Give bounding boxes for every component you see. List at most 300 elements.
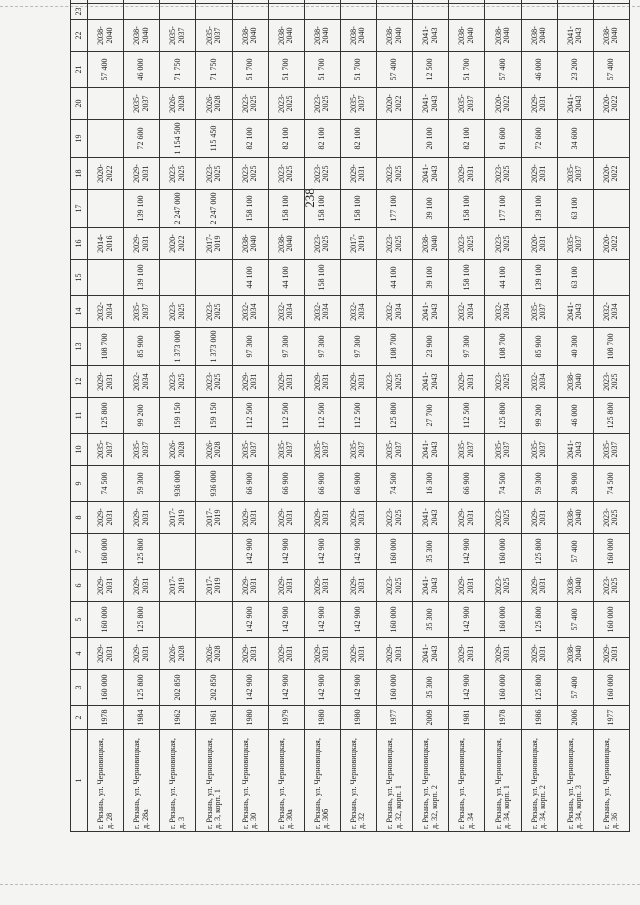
table-cell: 2029-2031 xyxy=(88,638,124,670)
table-cell: 2029-2031 xyxy=(88,502,124,534)
table-cell: 2035-2037 xyxy=(377,434,413,466)
table-cell: 2029-2031 xyxy=(521,158,557,190)
table-cell: 2041-2043 xyxy=(413,638,449,670)
table-cell: 142 900 xyxy=(268,534,304,570)
table-cell: 2029-2031 xyxy=(449,158,485,190)
table-cell: 66 900 xyxy=(268,466,304,502)
table-cell xyxy=(340,260,376,296)
table-cell: 2038-2040 xyxy=(557,638,593,670)
rotated-table-wrapper xyxy=(70,7,630,832)
table-cell: 57 400 xyxy=(88,52,124,88)
table-cell: 2023-2025 xyxy=(485,366,521,398)
table-cell xyxy=(232,0,268,4)
table-cell: 74 500 xyxy=(593,466,629,502)
table-cell xyxy=(593,120,629,158)
table-cell: 160 000 xyxy=(377,670,413,706)
table-cell: 2029-2031 xyxy=(593,638,629,670)
column-number-row xyxy=(71,0,88,832)
table-cell xyxy=(413,4,449,20)
column-number: 15 xyxy=(71,260,88,296)
table-cell: 57 400 xyxy=(557,602,593,638)
table-cell: 160 000 xyxy=(485,534,521,570)
table-cell: 1 373 000 xyxy=(160,328,196,366)
table-cell: 2029-2031 xyxy=(304,570,340,602)
table-cell: 112 500 xyxy=(232,398,268,434)
table-row xyxy=(485,0,521,832)
table-cell: 158 100 xyxy=(268,190,304,228)
table-cell: 142 900 xyxy=(232,602,268,638)
table-cell: 2035-2037 xyxy=(521,296,557,328)
table-cell: 2023-2025 xyxy=(160,366,196,398)
column-number: 13 xyxy=(71,328,88,366)
table-cell xyxy=(557,0,593,4)
table-cell: 2038-2040 xyxy=(557,570,593,602)
table-cell: 51 700 xyxy=(268,52,304,88)
table-cell: 72 600 xyxy=(521,120,557,158)
table-cell: 2029-2031 xyxy=(485,638,521,670)
table-cell: 35 300 xyxy=(413,670,449,706)
column-number: 11 xyxy=(71,398,88,434)
table-cell: 2020-2022 xyxy=(593,158,629,190)
table-cell xyxy=(88,88,124,120)
table-cell: 57 400 xyxy=(557,534,593,570)
table-row xyxy=(268,0,304,832)
table-cell: 158 100 xyxy=(232,190,268,228)
table-cell: 139 100 xyxy=(521,190,557,228)
table-cell: 1980 xyxy=(340,706,376,730)
table-cell: 160 000 xyxy=(593,670,629,706)
table-cell: 2032-2034 xyxy=(377,296,413,328)
table-cell: 2035-2037 xyxy=(160,20,196,52)
table-cell: 142 900 xyxy=(232,670,268,706)
table-cell: 2029-2031 xyxy=(449,570,485,602)
table-cell: 82 100 xyxy=(304,120,340,158)
table-cell: 2023-2025 xyxy=(377,502,413,534)
table-cell: 2029-2031 xyxy=(268,502,304,534)
table-cell: 108 700 xyxy=(377,328,413,366)
column-number: 21 xyxy=(71,52,88,88)
table-cell: 2029-2031 xyxy=(449,366,485,398)
table-cell: 1977 xyxy=(593,706,629,730)
table-cell: 142 900 xyxy=(232,534,268,570)
table-cell: 1981 xyxy=(449,706,485,730)
column-number: 16 xyxy=(71,228,88,260)
table-cell: 2035-2037 xyxy=(232,434,268,466)
table-cell: 160 000 xyxy=(377,534,413,570)
table-cell: 108 700 xyxy=(485,328,521,366)
column-number: 12 xyxy=(71,366,88,398)
table-cell: 2029-2031 xyxy=(449,502,485,534)
table-row xyxy=(160,0,196,832)
table-cell xyxy=(88,4,124,20)
table-cell: 2035-2037 xyxy=(557,228,593,260)
address-cell: г. Рязань, ул. Черновицкая, д. 32, корп. 2 xyxy=(413,730,449,832)
column-number: 10 xyxy=(71,434,88,466)
column-number: 23 xyxy=(71,4,88,20)
table-cell: 2038-2040 xyxy=(593,20,629,52)
table-cell: 2035-2037 xyxy=(485,434,521,466)
table-cell: 2038-2040 xyxy=(232,20,268,52)
table-cell: 2038-2040 xyxy=(413,228,449,260)
table-cell: 20 100 xyxy=(413,120,449,158)
table-row xyxy=(124,0,160,832)
table-row xyxy=(377,0,413,832)
table-cell: 2038-2040 xyxy=(268,20,304,52)
table-row xyxy=(340,0,376,832)
table-cell: 2029-2031 xyxy=(377,638,413,670)
table-cell: 91 600 xyxy=(485,120,521,158)
table-cell: 108 700 xyxy=(593,328,629,366)
table-cell: 112 500 xyxy=(268,398,304,434)
table-cell xyxy=(124,0,160,4)
table-cell: 159 150 xyxy=(196,398,232,434)
table-cell xyxy=(377,0,413,4)
table-cell: 82 100 xyxy=(268,120,304,158)
table-cell xyxy=(557,4,593,20)
table-cell: 160 000 xyxy=(88,534,124,570)
address-cell: г. Рязань, ул. Черновицкая, д. 3, корп. 1 xyxy=(196,730,232,832)
table-cell: 72 600 xyxy=(124,120,160,158)
table-cell: 1961 xyxy=(196,706,232,730)
table-cell: 2020-2022 xyxy=(160,228,196,260)
table-cell: 51 700 xyxy=(449,52,485,88)
table-cell: 2029-2031 xyxy=(304,638,340,670)
table-cell: 2035-2037 xyxy=(124,434,160,466)
table-cell: 1978 xyxy=(485,706,521,730)
table-cell: 2041-2043 xyxy=(413,20,449,52)
column-number: 17 xyxy=(71,190,88,228)
table-cell: 2038-2040 xyxy=(557,502,593,534)
table-cell: 1980 xyxy=(232,706,268,730)
table-cell: 35 300 xyxy=(413,534,449,570)
table-cell: 2029-2031 xyxy=(340,158,376,190)
table-cell: 1980 xyxy=(304,706,340,730)
table-cell: 2026-2028 xyxy=(160,434,196,466)
table-cell xyxy=(377,120,413,158)
table-cell: 74 500 xyxy=(377,466,413,502)
table-cell: 2023-2025 xyxy=(196,366,232,398)
table-cell xyxy=(521,0,557,4)
page-number: 238 xyxy=(301,188,317,208)
table-cell: 142 900 xyxy=(340,534,376,570)
table-cell: 936 000 xyxy=(160,466,196,502)
table-cell: 82 100 xyxy=(449,120,485,158)
table-cell: 2035-2037 xyxy=(449,88,485,120)
table-cell xyxy=(88,260,124,296)
table-cell: 2023-2025 xyxy=(232,158,268,190)
table-cell: 160 000 xyxy=(485,670,521,706)
table-cell: 2035-2037 xyxy=(557,158,593,190)
table-cell xyxy=(88,120,124,158)
table-cell: 202 850 xyxy=(196,670,232,706)
address-cell: г. Рязань, ул. Черновицкая, д. 34 xyxy=(449,730,485,832)
table-cell: 142 900 xyxy=(449,534,485,570)
table-cell: 125 800 xyxy=(124,670,160,706)
table-cell: 2029-2031 xyxy=(268,366,304,398)
table-cell: 142 900 xyxy=(304,602,340,638)
table-cell: 125 800 xyxy=(377,398,413,434)
table-cell: 85 900 xyxy=(521,328,557,366)
column-number: 1 xyxy=(71,730,88,832)
table-cell: 2035-2037 xyxy=(340,434,376,466)
table-cell: 23 200 xyxy=(557,52,593,88)
table-cell: 2023-2025 xyxy=(377,570,413,602)
address-cell: г. Рязань, ул. Черновицкая, д. 34, корп. 3 xyxy=(557,730,593,832)
column-number: 6 xyxy=(71,570,88,602)
table-cell: 2041-2043 xyxy=(413,296,449,328)
table-cell: 66 900 xyxy=(340,466,376,502)
table-cell xyxy=(413,0,449,4)
table-cell: 108 700 xyxy=(88,328,124,366)
table-cell: 2032-2034 xyxy=(124,366,160,398)
table-cell: 97 300 xyxy=(232,328,268,366)
table-cell: 2017-2019 xyxy=(196,570,232,602)
table-cell: 40 300 xyxy=(557,328,593,366)
table-cell xyxy=(160,534,196,570)
table-cell xyxy=(268,4,304,20)
table-cell: 85 900 xyxy=(124,328,160,366)
table-cell xyxy=(196,260,232,296)
table-cell: 2020-2022 xyxy=(593,88,629,120)
table-cell xyxy=(160,0,196,4)
table-cell: 2038-2040 xyxy=(485,20,521,52)
table-cell xyxy=(196,602,232,638)
table-cell: 2029-2031 xyxy=(268,570,304,602)
table-cell: 44 100 xyxy=(485,260,521,296)
table-cell: 51 700 xyxy=(304,52,340,88)
table-row xyxy=(232,0,268,832)
table-cell: 2023-2025 xyxy=(377,366,413,398)
table-cell: 57 400 xyxy=(557,670,593,706)
table-cell: 97 300 xyxy=(449,328,485,366)
table-cell: 2038-2040 xyxy=(232,228,268,260)
table-cell: 2032-2034 xyxy=(485,296,521,328)
address-cell: г. Рязань, ул. Черновицкая, д. 34, корп. 1 xyxy=(485,730,521,832)
table-row xyxy=(413,0,449,832)
table-cell: 2029-2031 xyxy=(124,570,160,602)
address-cell: г. Рязань, ул. Черновицкая, д. 36 xyxy=(593,730,629,832)
table-cell: 2041-2043 xyxy=(557,434,593,466)
address-cell: г. Рязань, ул. Черновицкая, д. 28 xyxy=(88,730,124,832)
table-cell: 2041-2043 xyxy=(413,158,449,190)
table-cell: 2020-2022 xyxy=(377,88,413,120)
table-cell: 82 100 xyxy=(232,120,268,158)
table-cell: 2017-2019 xyxy=(160,502,196,534)
table-cell: 2035-2037 xyxy=(88,434,124,466)
table-cell: 112 500 xyxy=(340,398,376,434)
table-cell: 2 247 000 xyxy=(196,190,232,228)
table-row xyxy=(88,0,124,832)
table-cell xyxy=(88,0,124,4)
table-cell: 2032-2034 xyxy=(340,296,376,328)
table-cell: 2029-2031 xyxy=(521,502,557,534)
address-cell: г. Рязань, ул. Черновицкая, д. 34, корп. 2 xyxy=(521,730,557,832)
column-number xyxy=(71,0,88,4)
table-cell: 1 154 500 xyxy=(160,120,196,158)
table-cell: 2029-2031 xyxy=(124,228,160,260)
table-cell xyxy=(377,4,413,20)
table-cell: 2029-2031 xyxy=(124,638,160,670)
table-cell xyxy=(304,0,340,4)
table-cell: 66 900 xyxy=(449,466,485,502)
table-cell: 112 500 xyxy=(449,398,485,434)
table-cell: 2023-2025 xyxy=(593,502,629,534)
table-row xyxy=(521,0,557,832)
table-row xyxy=(593,0,629,832)
table-cell: 139 100 xyxy=(124,190,160,228)
table-cell: 51 700 xyxy=(232,52,268,88)
table-cell: 2029-2031 xyxy=(449,638,485,670)
table-cell: 2020-2022 xyxy=(485,88,521,120)
table-cell: 39 100 xyxy=(413,260,449,296)
table-cell: 1978 xyxy=(88,706,124,730)
table-cell: 2029-2031 xyxy=(124,158,160,190)
table-cell: 2029-2031 xyxy=(340,502,376,534)
table-cell: 1979 xyxy=(268,706,304,730)
table-cell: 115 450 xyxy=(196,120,232,158)
table-cell: 57 400 xyxy=(377,52,413,88)
table-cell: 142 900 xyxy=(268,670,304,706)
table-cell: 2029-2031 xyxy=(521,638,557,670)
table-cell: 2023-2025 xyxy=(449,228,485,260)
table-cell xyxy=(196,4,232,20)
table-cell: 158 100 xyxy=(340,190,376,228)
table-cell: 1984 xyxy=(124,706,160,730)
table-cell xyxy=(340,4,376,20)
table-cell: 158 100 xyxy=(449,190,485,228)
table-cell: 2023-2025 xyxy=(268,88,304,120)
table-cell: 2035-2037 xyxy=(593,434,629,466)
data-table xyxy=(70,0,630,832)
table-row xyxy=(304,0,340,832)
table-cell: 2035-2037 xyxy=(124,88,160,120)
table-cell: 2029-2031 xyxy=(232,502,268,534)
address-cell: г. Рязань, ул. Черновицкая, д. 30а xyxy=(268,730,304,832)
table-cell: 2020-2022 xyxy=(593,228,629,260)
table-cell xyxy=(268,0,304,4)
table-cell: 35 300 xyxy=(413,602,449,638)
table-cell: 2035-2037 xyxy=(340,88,376,120)
table-cell: 142 900 xyxy=(449,670,485,706)
table-cell: 2023-2025 xyxy=(377,158,413,190)
table-cell: 66 900 xyxy=(232,466,268,502)
table-cell: 2029-2031 xyxy=(340,638,376,670)
table-cell: 142 900 xyxy=(340,670,376,706)
table-cell: 44 100 xyxy=(232,260,268,296)
table-cell: 2029-2031 xyxy=(88,366,124,398)
table-cell xyxy=(196,0,232,4)
table-cell: 160 000 xyxy=(377,602,413,638)
table-cell: 46 000 xyxy=(521,52,557,88)
scan-edge-bottom xyxy=(0,884,640,886)
address-cell: г. Рязань, ул. Черновицкая, д. 3 xyxy=(160,730,196,832)
table-cell: 57 400 xyxy=(593,52,629,88)
table-cell: 2035-2037 xyxy=(449,434,485,466)
table-cell: 2023-2025 xyxy=(304,228,340,260)
table-cell: 2041-2043 xyxy=(413,502,449,534)
table-cell: 2032-2034 xyxy=(593,296,629,328)
table-cell: 46 000 xyxy=(124,52,160,88)
table-cell: 2029-2031 xyxy=(88,570,124,602)
table-cell: 1977 xyxy=(377,706,413,730)
table-cell: 2017-2019 xyxy=(196,228,232,260)
table-cell: 51 700 xyxy=(340,52,376,88)
table-cell: 2035-2037 xyxy=(304,434,340,466)
table-cell: 2032-2034 xyxy=(232,296,268,328)
table-cell: 2023-2025 xyxy=(160,296,196,328)
table-cell: 2017-2019 xyxy=(340,228,376,260)
table-cell: 59 300 xyxy=(521,466,557,502)
table-cell: 125 800 xyxy=(593,398,629,434)
table-cell: 71 750 xyxy=(160,52,196,88)
table-cell: 177 100 xyxy=(377,190,413,228)
table-cell: 2023-2025 xyxy=(377,228,413,260)
table-cell: 2041-2043 xyxy=(557,88,593,120)
table-cell: 2038-2040 xyxy=(557,366,593,398)
address-cell: г. Рязань, ул. Черновицкая, д. 30б xyxy=(304,730,340,832)
table-cell: 2026-2028 xyxy=(196,88,232,120)
table-cell: 2014-2016 xyxy=(88,228,124,260)
table-cell: 2041-2043 xyxy=(413,366,449,398)
table-cell: 99 200 xyxy=(124,398,160,434)
table-cell: 2020-2022 xyxy=(88,158,124,190)
table-cell: 2038-2040 xyxy=(268,228,304,260)
table-cell: 2041-2043 xyxy=(413,88,449,120)
table-cell: 142 900 xyxy=(268,602,304,638)
table-cell: 12 500 xyxy=(413,52,449,88)
table-cell: 2017-2019 xyxy=(160,570,196,602)
table-cell: 97 300 xyxy=(304,328,340,366)
table-cell: 2023-2025 xyxy=(232,88,268,120)
table-cell: 2029-2031 xyxy=(232,570,268,602)
table-cell: 2032-2034 xyxy=(268,296,304,328)
table-cell: 46 000 xyxy=(557,398,593,434)
table-cell: 125 800 xyxy=(88,398,124,434)
table-cell: 2035-2037 xyxy=(124,296,160,328)
address-cell: г. Рязань, ул. Черновицкая, д. 30 xyxy=(232,730,268,832)
table-cell: 57 400 xyxy=(485,52,521,88)
table-cell: 2041-2043 xyxy=(413,434,449,466)
table-cell: 1986 xyxy=(521,706,557,730)
column-number: 9 xyxy=(71,466,88,502)
table-cell: 97 300 xyxy=(340,328,376,366)
table-cell: 2041-2043 xyxy=(557,296,593,328)
table-cell: 2023-2025 xyxy=(485,228,521,260)
table-cell: 2038-2040 xyxy=(377,20,413,52)
table-cell: 2 247 000 xyxy=(160,190,196,228)
table-cell: 2029-2031 xyxy=(521,570,557,602)
table-cell: 27 700 xyxy=(413,398,449,434)
column-number: 20 xyxy=(71,88,88,120)
table-cell: 2032-2034 xyxy=(521,366,557,398)
table-cell: 2032-2034 xyxy=(449,296,485,328)
table-cell: 59 300 xyxy=(124,466,160,502)
column-number: 3 xyxy=(71,670,88,706)
table-cell: 139 100 xyxy=(124,260,160,296)
table-cell: 2026-2028 xyxy=(160,638,196,670)
table-cell: 160 000 xyxy=(593,602,629,638)
table-cell: 2029-2031 xyxy=(124,502,160,534)
table-cell: 2029-2031 xyxy=(340,570,376,602)
table-cell: 2023-2025 xyxy=(593,570,629,602)
address-cell: г. Рязань, ул. Черновицкая, д. 28а xyxy=(124,730,160,832)
table-cell: 2038-2040 xyxy=(304,20,340,52)
table-cell xyxy=(88,190,124,228)
table-cell: 2026-2028 xyxy=(160,88,196,120)
table-cell: 936 000 xyxy=(196,466,232,502)
table-cell: 2038-2040 xyxy=(521,20,557,52)
table-cell: 44 100 xyxy=(268,260,304,296)
